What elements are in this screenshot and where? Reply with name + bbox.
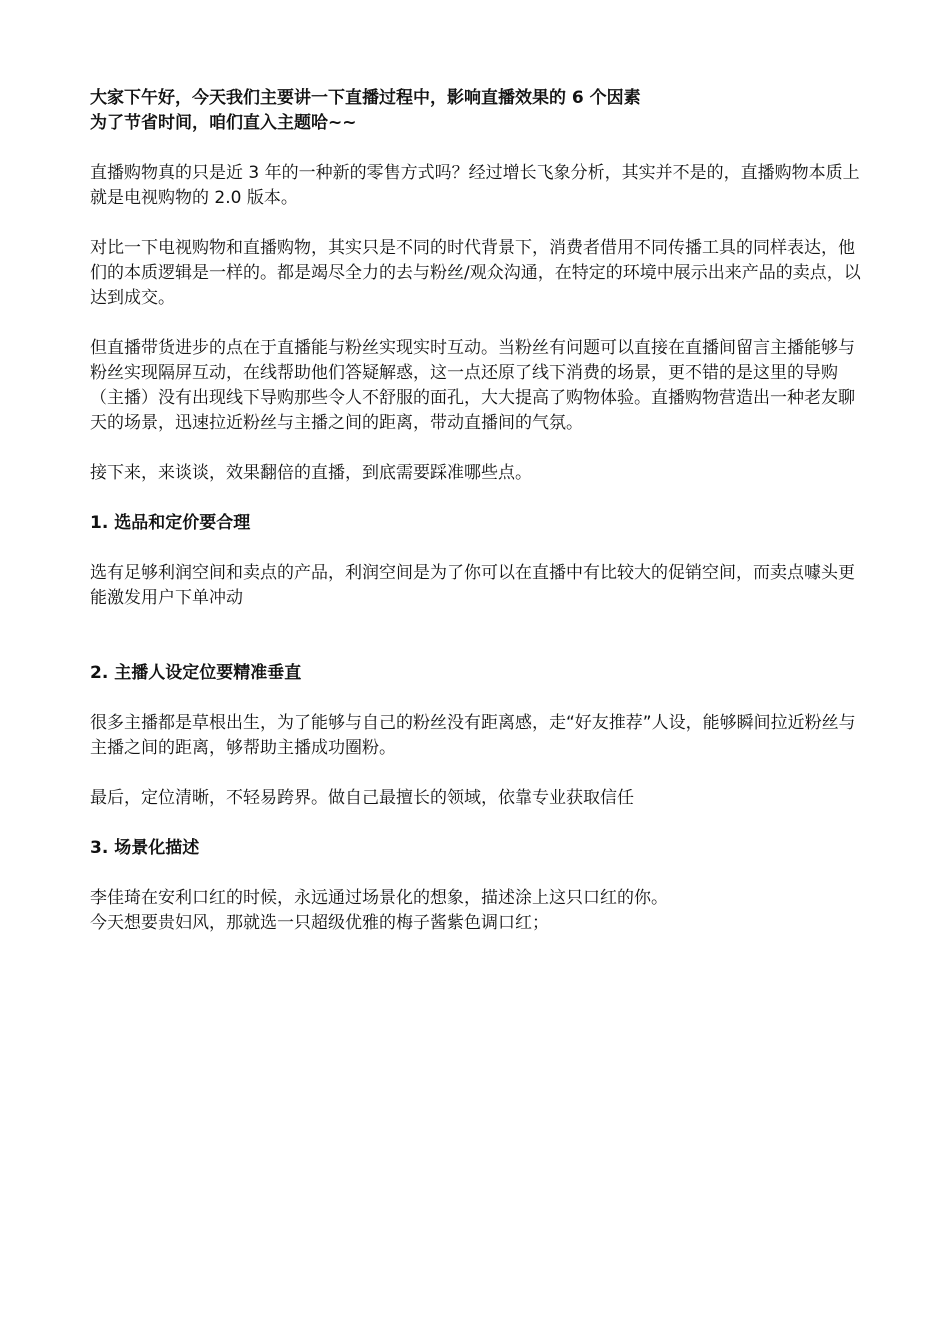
document-page: [90, 86, 865, 936]
section-heading-1: 1. 选品和定价要合理: [90, 513, 251, 533]
section-body-2-extra: 最后，定位清晰，不轻易跨界。做自己最擅长的领域，依靠专业获取信任: [90, 788, 634, 808]
paragraph-next: 接下来，来谈谈，效果翻倍的直播，到底需要踩准哪些点。: [90, 463, 532, 483]
intro-line-2: 为了节省时间，咱们直入主题哈~~: [90, 113, 357, 133]
section-body-1: 选有足够利润空间和卖点的产品，利润空间是为了你可以在直播中有比较大的促销空间，而卖点噱头更能激发用户下单冲动: [90, 563, 855, 608]
section-heading-3: 3. 场景化描述: [90, 838, 200, 858]
paragraph-tv-shopping: 直播购物真的只是近 3 年的一种新的零售方式吗？经过增长飞象分析，其实并不是的，直播购物本质上就是电视购物的 2.0 版本。: [90, 163, 860, 208]
paragraph-interaction: 但直播带货进步的点在于直播能与粉丝实现实时互动。当粉丝有问题可以直接在直播间留言主播能够与粉丝实现隔屏互动，在线帮助他们答疑解惑，这一点还原了线下消费的场景，更不错的是这里的导购（主播）没有出现线下导购那些令人不舒服的面孔，大大提高了购物体验。直播购物营造出一种老友聊天的场景，迅速拉近粉丝与主播之间的距离，带动直播间的气氛。: [90, 338, 855, 433]
section-body-3-extra: 今天想要贵妇风，那就选一只超级优雅的梅子酱紫色调口红；: [90, 913, 549, 933]
intro-text: [90, 86, 865, 136]
intro-line-1: 大家下午好，今天我们主要讲一下直播过程中，影响直播效果的 6 个因素: [90, 88, 641, 108]
section-body-3: 李佳琦在安利口红的时候，永远通过场景化的想象，描述涂上这只口红的你。: [90, 888, 668, 908]
section-heading-2: 2. 主播人设定位要精准垂直: [90, 663, 302, 683]
paragraph-comparison: 对比一下电视购物和直播购物，其实只是不同的时代背景下，消费者借用不同传播工具的同样表达，他们的本质逻辑是一样的。都是竭尽全力的去与粉丝/观众沟通，在特定的环境中展示出来产品的卖点，以达到成交。: [90, 238, 861, 308]
section-body-2: 很多主播都是草根出生，为了能够与自己的粉丝没有距离感，走“好友推荐”人设，能够瞬间拉近粉丝与主播之间的距离，够帮助主播成功圈粉。: [90, 713, 856, 758]
